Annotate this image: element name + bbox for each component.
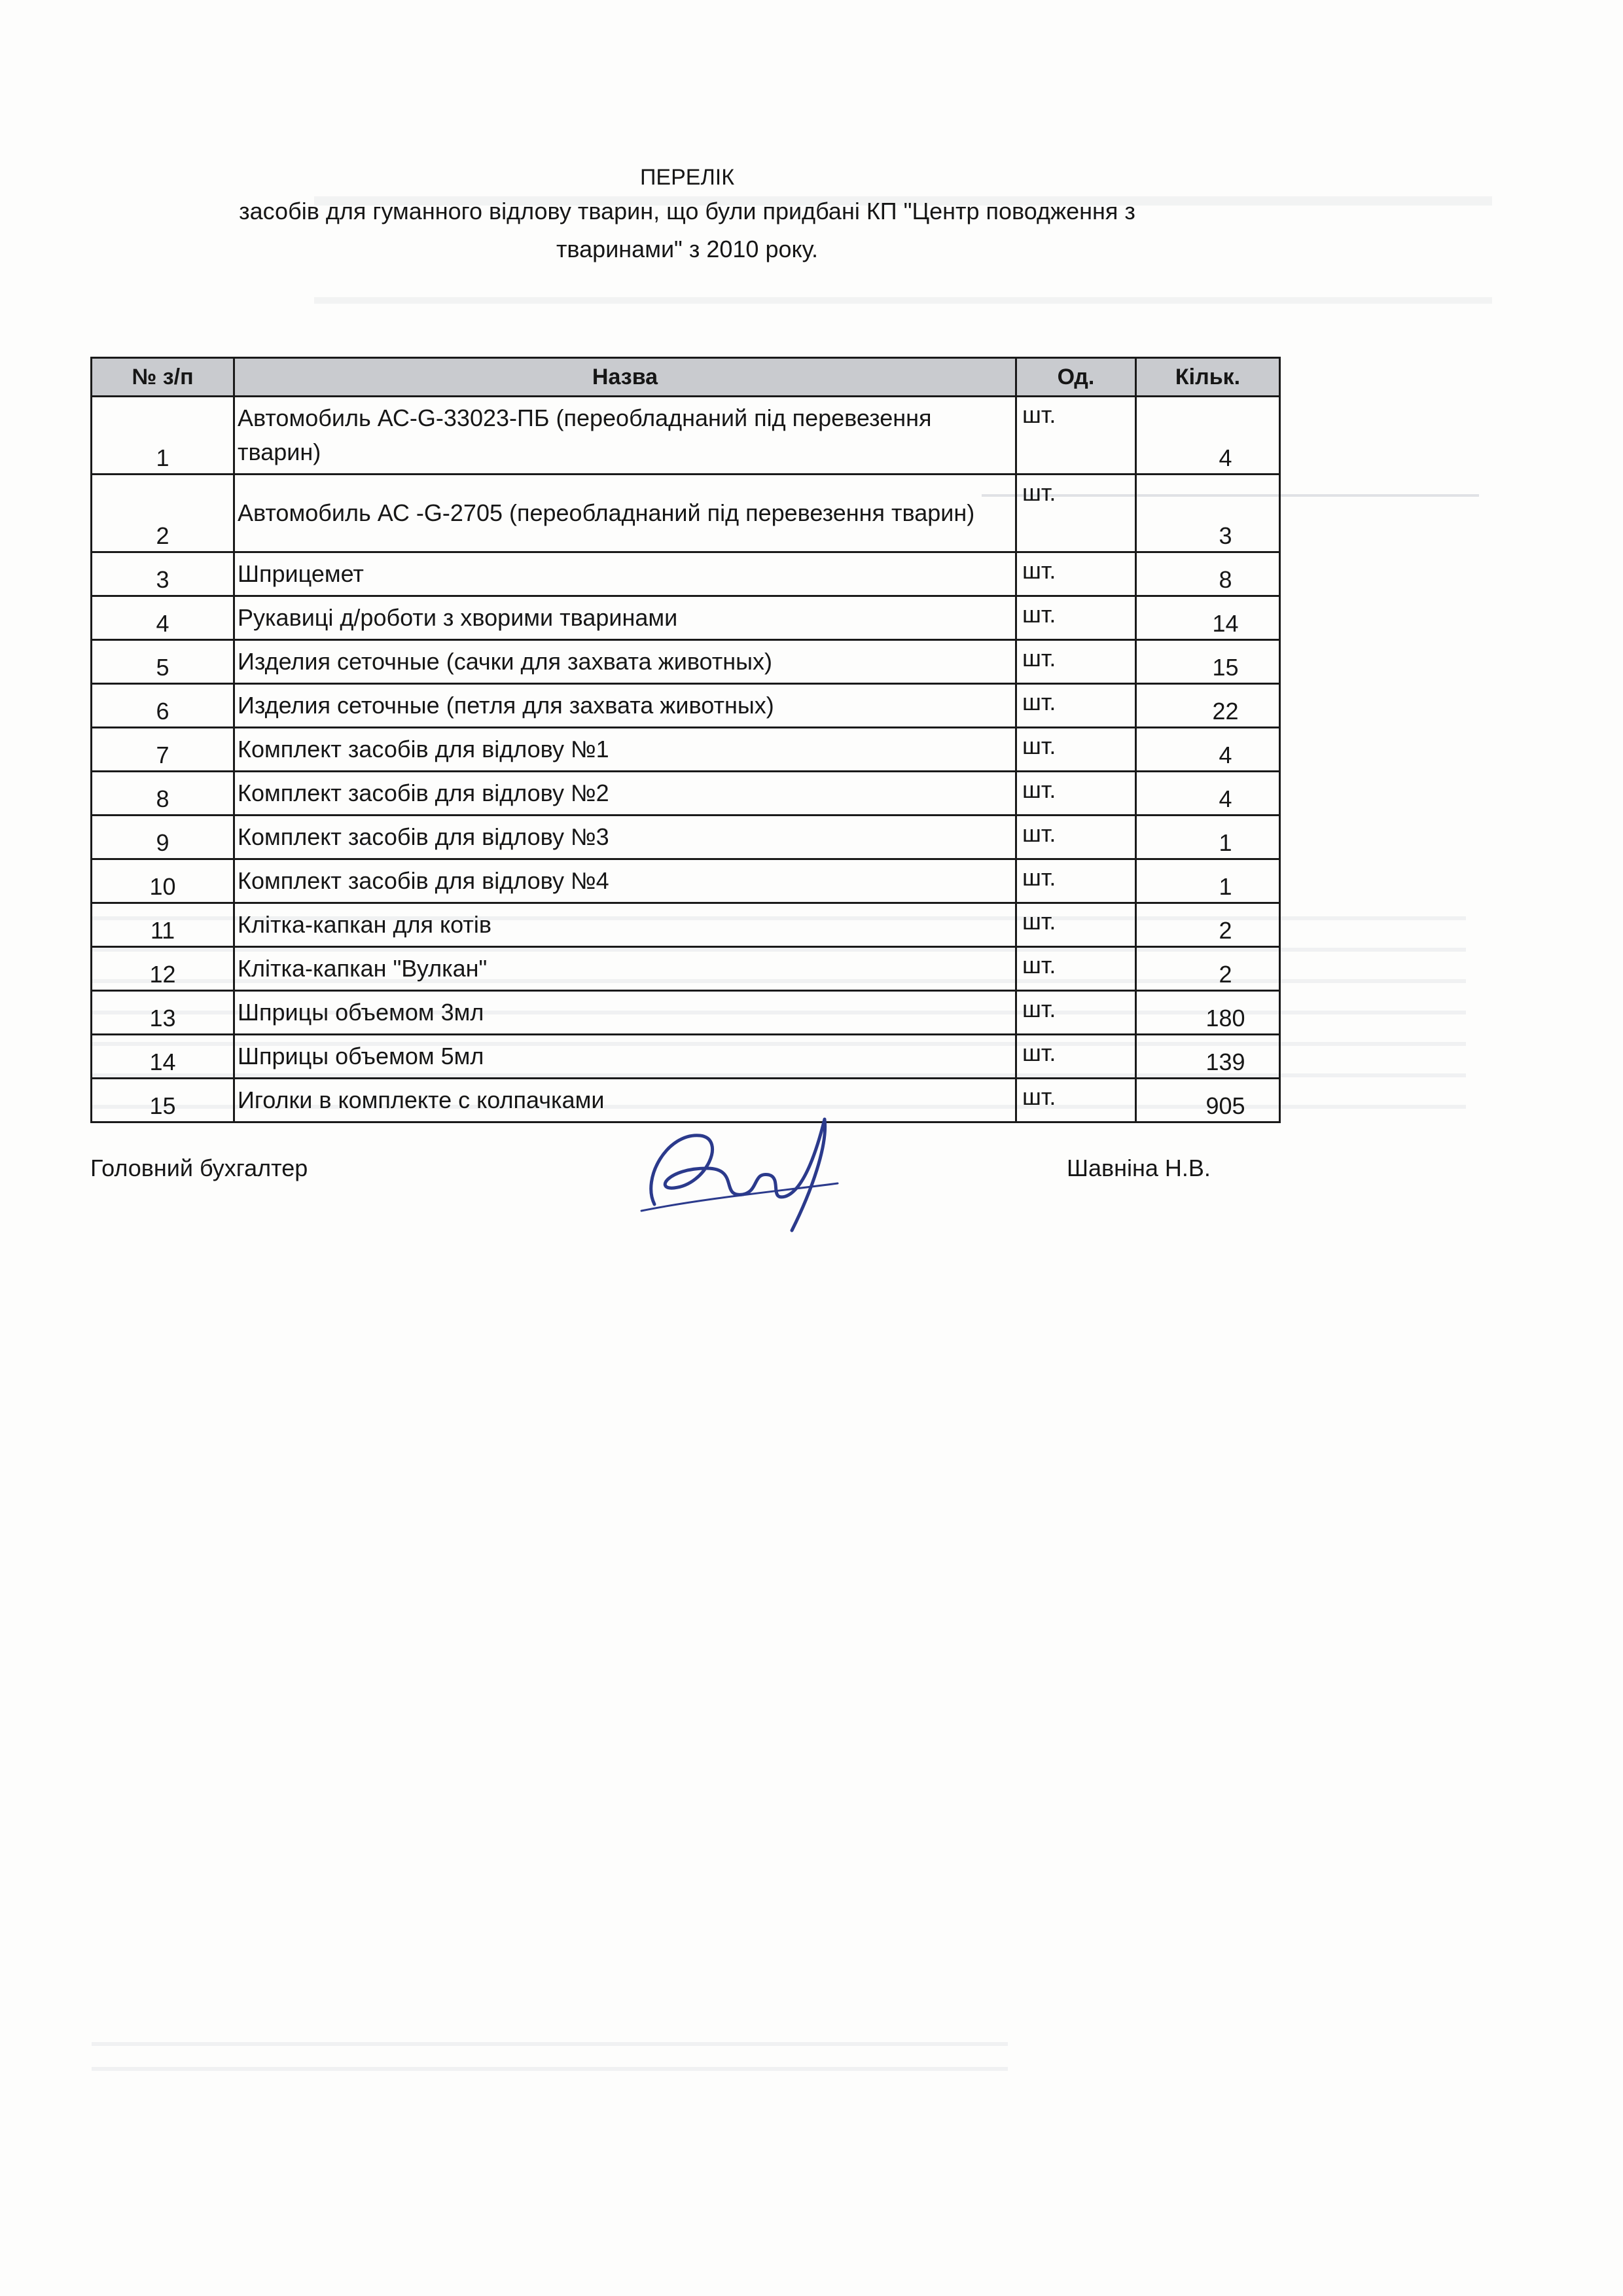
row-quantity: 4	[1136, 728, 1280, 772]
row-name: Комплект засобів для відлову №3	[234, 816, 1016, 859]
row-name: Шприцы объемом 5мл	[234, 1035, 1016, 1079]
row-unit: шт.	[1016, 728, 1136, 772]
column-header-name: Назва	[234, 358, 1016, 397]
row-quantity: 2	[1136, 947, 1280, 991]
row-quantity: 4	[1136, 397, 1280, 475]
row-quantity: 1	[1136, 816, 1280, 859]
table-row	[92, 728, 1280, 772]
table-row	[92, 684, 1280, 728]
row-number: 13	[92, 991, 234, 1035]
table-row	[92, 859, 1280, 903]
document-subtitle-line1: засобів для гуманного відлову тварин, що були придбані КП "Центр поводження з	[239, 198, 1135, 224]
row-name: Комплект засобів для відлову №2	[234, 772, 1016, 816]
row-unit: шт.	[1016, 903, 1136, 947]
row-unit: шт.	[1016, 640, 1136, 684]
row-name: Клітка-капкан для котів	[234, 903, 1016, 947]
row-quantity: 4	[1136, 772, 1280, 816]
row-unit: шт.	[1016, 947, 1136, 991]
row-name: Шприцемет	[234, 552, 1016, 596]
row-number: 1	[92, 397, 234, 475]
row-name: Шприцы объемом 3мл	[234, 991, 1016, 1035]
row-name: Изделия сеточные (петля для захвата животных)	[234, 684, 1016, 728]
row-number: 7	[92, 728, 234, 772]
row-number: 3	[92, 552, 234, 596]
row-quantity: 905	[1136, 1079, 1280, 1122]
table-header-row	[92, 358, 1280, 397]
table-row	[92, 816, 1280, 859]
row-unit: шт.	[1016, 772, 1136, 816]
row-name: Иголки в комплекте с колпачками	[234, 1079, 1016, 1122]
row-quantity: 15	[1136, 640, 1280, 684]
column-header-unit: Од.	[1016, 358, 1136, 397]
row-quantity: 1	[1136, 859, 1280, 903]
row-unit: шт.	[1016, 684, 1136, 728]
column-header-number: № з/п	[92, 358, 234, 397]
signer-name: Шавніна Н.В.	[1067, 1155, 1211, 1181]
document-title: ПЕРЕЛІК	[639, 165, 735, 190]
row-quantity: 139	[1136, 1035, 1280, 1079]
row-name: Автомобиль АС -G-2705 (переобладнаний під перевезення тварин)	[234, 475, 1016, 552]
row-name: Клітка-капкан "Вулкан"	[234, 947, 1016, 991]
row-unit: шт.	[1016, 397, 1136, 475]
bleed-through-bottom	[92, 2042, 1008, 2088]
row-unit: шт.	[1016, 475, 1136, 552]
row-name: Комплект засобів для відлову №4	[234, 859, 1016, 903]
row-unit: шт.	[1016, 1035, 1136, 1079]
row-name: Комплект засобів для відлову №1	[234, 728, 1016, 772]
signer-position: Головний бухгалтер	[90, 1155, 308, 1181]
row-name: Рукавиці д/роботи з хворими тваринами	[234, 596, 1016, 640]
row-number: 10	[92, 859, 234, 903]
table-row	[92, 552, 1280, 596]
row-quantity: 22	[1136, 684, 1280, 728]
table-row	[92, 947, 1280, 991]
row-number: 2	[92, 475, 234, 552]
row-unit: шт.	[1016, 552, 1136, 596]
row-number: 14	[92, 1035, 234, 1079]
table-row	[92, 1035, 1280, 1079]
row-unit: шт.	[1016, 859, 1136, 903]
row-quantity: 14	[1136, 596, 1280, 640]
items-table	[90, 357, 1281, 1123]
title-block	[157, 162, 1217, 268]
handwritten-signature	[628, 1106, 844, 1237]
row-number: 15	[92, 1079, 234, 1122]
row-unit: шт.	[1016, 596, 1136, 640]
row-name: Изделия сеточные (сачки для захвата животных)	[234, 640, 1016, 684]
table-row	[92, 772, 1280, 816]
table-row	[92, 397, 1280, 475]
column-header-quantity: Кільк.	[1136, 358, 1280, 397]
document-subtitle-line2: тваринами" з 2010 року.	[556, 236, 819, 262]
table-body	[92, 397, 1280, 1122]
row-number: 4	[92, 596, 234, 640]
row-unit: шт.	[1016, 816, 1136, 859]
row-number: 6	[92, 684, 234, 728]
table-row	[92, 991, 1280, 1035]
table-row	[92, 475, 1280, 552]
table-row	[92, 903, 1280, 947]
row-unit: шт.	[1016, 1079, 1136, 1122]
row-quantity: 8	[1136, 552, 1280, 596]
row-number: 8	[92, 772, 234, 816]
table-row	[92, 640, 1280, 684]
row-unit: шт.	[1016, 991, 1136, 1035]
row-number: 5	[92, 640, 234, 684]
row-quantity: 2	[1136, 903, 1280, 947]
row-number: 11	[92, 903, 234, 947]
row-number: 9	[92, 816, 234, 859]
row-name: Автомобиль АС-G-33023-ПБ (переобладнаний під перевезення тварин)	[234, 397, 1016, 475]
table-row	[92, 596, 1280, 640]
row-quantity: 3	[1136, 475, 1280, 552]
row-number: 12	[92, 947, 234, 991]
row-quantity: 180	[1136, 991, 1280, 1035]
